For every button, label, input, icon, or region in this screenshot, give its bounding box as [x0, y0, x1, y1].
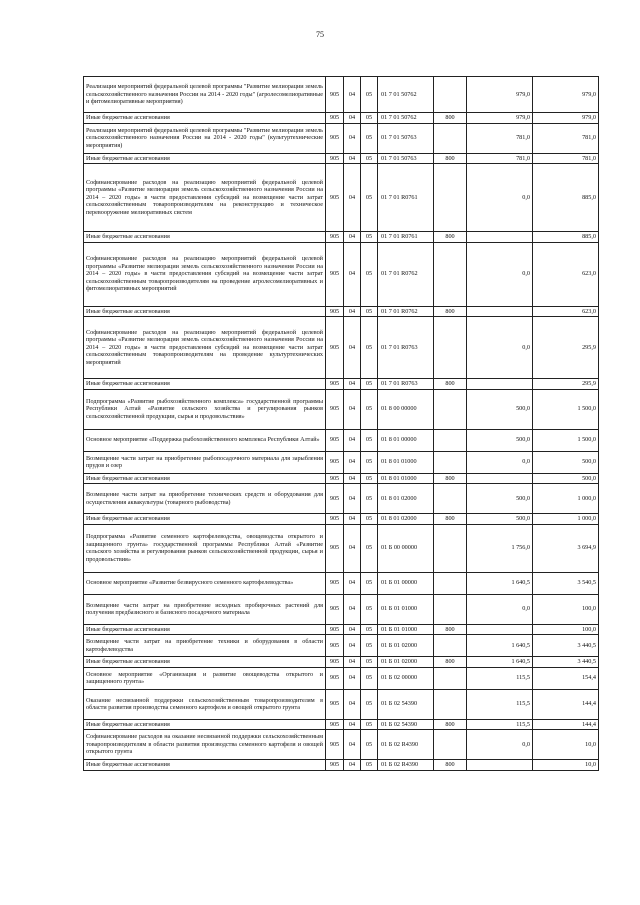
table-row — [84, 379, 599, 390]
grbs-cell: 905 — [326, 123, 344, 153]
table-row — [84, 473, 599, 484]
target-article-cell: 01 Б 01 02000 — [378, 635, 434, 657]
target-article-cell: 01 8 01 01000 — [378, 473, 434, 484]
target-article-cell: 01 Б 02 54390 — [378, 719, 434, 730]
table-row — [84, 113, 599, 124]
amount-cell-2: 979,0 — [533, 77, 599, 113]
target-article-cell: 01 Б 01 01000 — [378, 594, 434, 624]
table-row — [84, 667, 599, 689]
amount-cell-1: 1 640,5 — [467, 635, 533, 657]
expense-type-cell — [434, 242, 467, 306]
amount-cell-1: 115,5 — [467, 667, 533, 689]
expense-type-cell — [434, 484, 467, 514]
subsection-cell: 05 — [361, 153, 378, 164]
grbs-cell: 905 — [326, 164, 344, 232]
row-name: Софинансирование расходов на реализацию мероприятий федеральной целевой программы «Развитие мелиорации земель сельскохозяйственного назначения России на 2014 – 2020 годы» в части предоставления субсидий на возмещение части затрат сельскохозяйственным товаропроизводителям на реконструкцию и техническое перевооружение мелиоративных систем — [84, 164, 326, 232]
row-name: Иные бюджетные ассигнования — [84, 379, 326, 390]
section-cell: 04 — [344, 514, 361, 525]
amount-cell-1: 1 640,5 — [467, 657, 533, 668]
expense-type-cell — [434, 164, 467, 232]
target-article-cell: 01 8 01 00000 — [378, 429, 434, 451]
expense-type-cell — [434, 123, 467, 153]
amount-cell-2: 885,0 — [533, 232, 599, 243]
table-row — [84, 429, 599, 451]
table-row — [84, 153, 599, 164]
grbs-cell: 905 — [326, 153, 344, 164]
amount-cell-2: 1 000,0 — [533, 514, 599, 525]
table-row — [84, 635, 599, 657]
section-cell: 04 — [344, 594, 361, 624]
row-name: Софинансирование расходов на реализацию мероприятий федеральной целевой программы «Развитие мелиорации земель сельскохозяйственного назначения России на 2014 – 2020 годы» в части предоставления субсидий на возмещение части затрат сельскохозяйственным товаропроизводителям на проведение агролесомелиоративных и фитомелиоративных мероприятий — [84, 242, 326, 306]
amount-cell-2: 500,0 — [533, 473, 599, 484]
amount-cell-2: 100,0 — [533, 594, 599, 624]
amount-cell-1: 1 756,0 — [467, 524, 533, 572]
subsection-cell: 05 — [361, 624, 378, 635]
section-cell: 04 — [344, 473, 361, 484]
amount-cell-1 — [467, 624, 533, 635]
section-cell: 04 — [344, 306, 361, 317]
amount-cell-2: 3 440,5 — [533, 635, 599, 657]
amount-cell-2: 500,0 — [533, 451, 599, 473]
amount-cell-2: 781,0 — [533, 123, 599, 153]
amount-cell-2: 1 500,0 — [533, 389, 599, 429]
target-article-cell: 01 7 01 R0763 — [378, 317, 434, 379]
grbs-cell: 905 — [326, 719, 344, 730]
amount-cell-2: 295,9 — [533, 379, 599, 390]
section-cell: 04 — [344, 317, 361, 379]
section-cell: 04 — [344, 760, 361, 771]
table-row — [84, 242, 599, 306]
subsection-cell: 05 — [361, 657, 378, 668]
row-name: Иные бюджетные ассигнования — [84, 232, 326, 243]
row-name: Основное мероприятие «Развитие безвирусного семенного картофелеводства» — [84, 572, 326, 594]
target-article-cell: 01 7 01 R0762 — [378, 306, 434, 317]
subsection-cell: 05 — [361, 514, 378, 525]
amount-cell-1: 0,0 — [467, 317, 533, 379]
grbs-cell: 905 — [326, 524, 344, 572]
section-cell: 04 — [344, 484, 361, 514]
table-row — [84, 624, 599, 635]
subsection-cell: 05 — [361, 594, 378, 624]
amount-cell-2: 100,0 — [533, 624, 599, 635]
row-name: Возмещение части затрат на приобретение техники и оборудования в области картофелеводства — [84, 635, 326, 657]
subsection-cell: 05 — [361, 667, 378, 689]
target-article-cell: 01 7 01 R0762 — [378, 242, 434, 306]
section-cell: 04 — [344, 624, 361, 635]
row-name: Реализация мероприятий федеральной целевой программы "Развитие мелиорации земель сельскохозяйственного назначения России на 2014 - 2020 годы" (культуртехнические мероприятия) — [84, 123, 326, 153]
target-article-cell: 01 Б 00 00000 — [378, 524, 434, 572]
target-article-cell: 01 Б 02 54390 — [378, 689, 434, 719]
grbs-cell: 905 — [326, 624, 344, 635]
budget-table — [83, 76, 599, 771]
table-row — [84, 232, 599, 243]
row-name: Возмещение части затрат на приобретение исходных пробирочных растений для получения предбазисного и базисного посадочного материала — [84, 594, 326, 624]
target-article-cell: 01 7 01 50763 — [378, 153, 434, 164]
amount-cell-1: 500,0 — [467, 429, 533, 451]
amount-cell-2: 144,4 — [533, 719, 599, 730]
table-row — [84, 730, 599, 760]
expense-type-cell: 800 — [434, 306, 467, 317]
section-cell: 04 — [344, 657, 361, 668]
section-cell: 04 — [344, 389, 361, 429]
section-cell: 04 — [344, 77, 361, 113]
amount-cell-1 — [467, 232, 533, 243]
grbs-cell: 905 — [326, 730, 344, 760]
subsection-cell: 05 — [361, 484, 378, 514]
target-article-cell: 01 7 01 R0763 — [378, 379, 434, 390]
table-row — [84, 451, 599, 473]
amount-cell-2: 1 500,0 — [533, 429, 599, 451]
row-name: Возмещение части затрат на приобретение технических средств и оборудования для осуществления аквакультуры (товарного рыбоводства) — [84, 484, 326, 514]
grbs-cell: 905 — [326, 635, 344, 657]
amount-cell-2: 979,0 — [533, 113, 599, 124]
section-cell: 04 — [344, 379, 361, 390]
expense-type-cell — [434, 389, 467, 429]
subsection-cell: 05 — [361, 451, 378, 473]
grbs-cell: 905 — [326, 657, 344, 668]
expense-type-cell: 800 — [434, 760, 467, 771]
subsection-cell: 05 — [361, 719, 378, 730]
amount-cell-1: 115,5 — [467, 719, 533, 730]
amount-cell-2: 144,4 — [533, 689, 599, 719]
subsection-cell: 05 — [361, 232, 378, 243]
grbs-cell: 905 — [326, 429, 344, 451]
expense-type-cell — [434, 572, 467, 594]
amount-cell-1: 0,0 — [467, 730, 533, 760]
table-row — [84, 389, 599, 429]
subsection-cell: 05 — [361, 689, 378, 719]
amount-cell-1: 979,0 — [467, 77, 533, 113]
expense-type-cell: 800 — [434, 719, 467, 730]
section-cell: 04 — [344, 113, 361, 124]
expense-type-cell — [434, 689, 467, 719]
amount-cell-2: 295,9 — [533, 317, 599, 379]
table-row — [84, 760, 599, 771]
target-article-cell: 01 Б 01 01000 — [378, 624, 434, 635]
page-number: 75 — [316, 30, 324, 39]
expense-type-cell — [434, 451, 467, 473]
amount-cell-2: 885,0 — [533, 164, 599, 232]
section-cell: 04 — [344, 572, 361, 594]
grbs-cell: 905 — [326, 572, 344, 594]
subsection-cell: 05 — [361, 760, 378, 771]
amount-cell-2: 10,0 — [533, 730, 599, 760]
subsection-cell: 05 — [361, 730, 378, 760]
section-cell: 04 — [344, 123, 361, 153]
grbs-cell: 905 — [326, 667, 344, 689]
target-article-cell: 01 Б 01 02000 — [378, 657, 434, 668]
target-article-cell: 01 7 01 R0761 — [378, 232, 434, 243]
amount-cell-1: 0,0 — [467, 164, 533, 232]
target-article-cell: 01 8 01 02000 — [378, 514, 434, 525]
expense-type-cell — [434, 317, 467, 379]
expense-type-cell — [434, 524, 467, 572]
target-article-cell: 01 Б 02 00000 — [378, 667, 434, 689]
amount-cell-1: 979,0 — [467, 113, 533, 124]
amount-cell-1: 781,0 — [467, 123, 533, 153]
subsection-cell: 05 — [361, 635, 378, 657]
amount-cell-1 — [467, 760, 533, 771]
table-row — [84, 689, 599, 719]
table-row — [84, 484, 599, 514]
amount-cell-2: 3 440,5 — [533, 657, 599, 668]
subsection-cell: 05 — [361, 524, 378, 572]
target-article-cell: 01 Б 02 R4390 — [378, 730, 434, 760]
table-row — [84, 514, 599, 525]
expense-type-cell — [434, 429, 467, 451]
section-cell: 04 — [344, 451, 361, 473]
table-row — [84, 524, 599, 572]
amount-cell-1: 0,0 — [467, 594, 533, 624]
target-article-cell: 01 8 01 02000 — [378, 484, 434, 514]
subsection-cell: 05 — [361, 572, 378, 594]
grbs-cell: 905 — [326, 77, 344, 113]
section-cell: 04 — [344, 667, 361, 689]
amount-cell-2: 623,0 — [533, 242, 599, 306]
expense-type-cell — [434, 594, 467, 624]
subsection-cell: 05 — [361, 242, 378, 306]
subsection-cell: 05 — [361, 113, 378, 124]
row-name: Иные бюджетные ассигнования — [84, 657, 326, 668]
row-name: Иные бюджетные ассигнования — [84, 113, 326, 124]
amount-cell-2: 623,0 — [533, 306, 599, 317]
row-name: Софинансирование расходов на оказание несвязанной поддержки сельскохозяйственным товаропроизводителям в области развития производства семенного картофеля и овощей открытого грунта — [84, 730, 326, 760]
row-name: Иные бюджетные ассигнования — [84, 306, 326, 317]
target-article-cell: 01 7 01 50763 — [378, 123, 434, 153]
row-name: Подпрограмма «Развитие рыбохозяйственного комплекса» государственной программы Республики Алтай «Развитие сельского хозяйства и регулирования рынков сельскохозяйственной продукции, сырья и продовольствия» — [84, 389, 326, 429]
section-cell: 04 — [344, 689, 361, 719]
row-name: Возмещение части затрат на приобретение рыбопосадочного материала для зарыбления прудов и озер — [84, 451, 326, 473]
row-name: Подпрограмма «Развитие семенного картофелеводства, овощеводства открытого и защищенного грунта» государственной программы Республики Алтай «Развитие сельского хозяйства и регулирования рынков сельскохозяйственной продукции, сырья и продовольствия» — [84, 524, 326, 572]
expense-type-cell — [434, 77, 467, 113]
grbs-cell: 905 — [326, 689, 344, 719]
section-cell: 04 — [344, 719, 361, 730]
amount-cell-1 — [467, 473, 533, 484]
grbs-cell: 905 — [326, 242, 344, 306]
row-name: Иные бюджетные ассигнования — [84, 760, 326, 771]
row-name: Оказание несвязанной поддержки сельскохозяйственным товаропроизводителям в области развития производства семенного картофеля и овощей открытого грунта — [84, 689, 326, 719]
subsection-cell: 05 — [361, 429, 378, 451]
subsection-cell: 05 — [361, 123, 378, 153]
grbs-cell: 905 — [326, 760, 344, 771]
subsection-cell: 05 — [361, 389, 378, 429]
amount-cell-2: 1 000,0 — [533, 484, 599, 514]
subsection-cell: 05 — [361, 317, 378, 379]
expense-type-cell: 800 — [434, 113, 467, 124]
section-cell: 04 — [344, 429, 361, 451]
expense-type-cell — [434, 635, 467, 657]
expense-type-cell: 800 — [434, 514, 467, 525]
table-row — [84, 123, 599, 153]
grbs-cell: 905 — [326, 514, 344, 525]
amount-cell-1: 500,0 — [467, 484, 533, 514]
expense-type-cell — [434, 667, 467, 689]
row-name: Реализация мероприятий федеральной целевой программы "Развитие мелиорации земель сельскохозяйственного назначения России на 2014 - 2020 годы" (агролесомелиоративные и фитомелиоративные мероприятия) — [84, 77, 326, 113]
amount-cell-2: 154,4 — [533, 667, 599, 689]
expense-type-cell: 800 — [434, 624, 467, 635]
amount-cell-1 — [467, 306, 533, 317]
row-name: Основное мероприятие «Поддержка рыбохозяйственного комплекса Республики Алтай» — [84, 429, 326, 451]
amount-cell-1: 1 640,5 — [467, 572, 533, 594]
row-name: Софинансирование расходов на реализацию мероприятий федеральной целевой программы «Развитие мелиорации земель сельскохозяйственного назначения России на 2014 – 2020 годы» в части предоставления субсидий на возмещение части затрат сельскохозяйственным товаропроизводителям на проведение культуртехнических мероприятий — [84, 317, 326, 379]
section-cell: 04 — [344, 635, 361, 657]
row-name: Иные бюджетные ассигнования — [84, 473, 326, 484]
target-article-cell: 01 7 01 R0761 — [378, 164, 434, 232]
expense-type-cell: 800 — [434, 379, 467, 390]
expense-type-cell: 800 — [434, 657, 467, 668]
row-name: Иные бюджетные ассигнования — [84, 719, 326, 730]
expense-type-cell: 800 — [434, 473, 467, 484]
section-cell: 04 — [344, 730, 361, 760]
grbs-cell: 905 — [326, 451, 344, 473]
table-body — [84, 77, 599, 771]
subsection-cell: 05 — [361, 164, 378, 232]
table-row — [84, 657, 599, 668]
table-row — [84, 572, 599, 594]
section-cell: 04 — [344, 153, 361, 164]
grbs-cell: 905 — [326, 306, 344, 317]
subsection-cell: 05 — [361, 473, 378, 484]
row-name: Иные бюджетные ассигнования — [84, 624, 326, 635]
target-article-cell: 01 7 01 50762 — [378, 113, 434, 124]
amount-cell-1: 781,0 — [467, 153, 533, 164]
expense-type-cell: 800 — [434, 153, 467, 164]
table-row — [84, 77, 599, 113]
expense-type-cell: 800 — [434, 232, 467, 243]
expense-type-cell — [434, 730, 467, 760]
amount-cell-1 — [467, 379, 533, 390]
row-name: Иные бюджетные ассигнования — [84, 514, 326, 525]
amount-cell-1: 500,0 — [467, 514, 533, 525]
target-article-cell: 01 Б 02 R4390 — [378, 760, 434, 771]
table-row — [84, 719, 599, 730]
row-name: Иные бюджетные ассигнования — [84, 153, 326, 164]
table-row — [84, 594, 599, 624]
amount-cell-2: 781,0 — [533, 153, 599, 164]
target-article-cell: 01 7 01 50762 — [378, 77, 434, 113]
subsection-cell: 05 — [361, 306, 378, 317]
section-cell: 04 — [344, 524, 361, 572]
target-article-cell: 01 8 01 01000 — [378, 451, 434, 473]
table-row — [84, 164, 599, 232]
table-row — [84, 317, 599, 379]
section-cell: 04 — [344, 242, 361, 306]
grbs-cell: 905 — [326, 484, 344, 514]
section-cell: 04 — [344, 164, 361, 232]
amount-cell-1: 500,0 — [467, 389, 533, 429]
grbs-cell: 905 — [326, 389, 344, 429]
grbs-cell: 905 — [326, 379, 344, 390]
amount-cell-2: 10,0 — [533, 760, 599, 771]
grbs-cell: 905 — [326, 317, 344, 379]
grbs-cell: 905 — [326, 473, 344, 484]
target-article-cell: 01 Б 01 00000 — [378, 572, 434, 594]
grbs-cell: 905 — [326, 113, 344, 124]
amount-cell-1: 115,5 — [467, 689, 533, 719]
grbs-cell: 905 — [326, 594, 344, 624]
table-row — [84, 306, 599, 317]
target-article-cell: 01 8 00 00000 — [378, 389, 434, 429]
amount-cell-1: 0,0 — [467, 451, 533, 473]
row-name: Основное мероприятие «Организация и развитие овощеводства открытого и защищенного грунта» — [84, 667, 326, 689]
amount-cell-1: 0,0 — [467, 242, 533, 306]
grbs-cell: 905 — [326, 232, 344, 243]
subsection-cell: 05 — [361, 379, 378, 390]
subsection-cell: 05 — [361, 77, 378, 113]
amount-cell-2: 3 540,5 — [533, 572, 599, 594]
section-cell: 04 — [344, 232, 361, 243]
amount-cell-2: 3 694,9 — [533, 524, 599, 572]
